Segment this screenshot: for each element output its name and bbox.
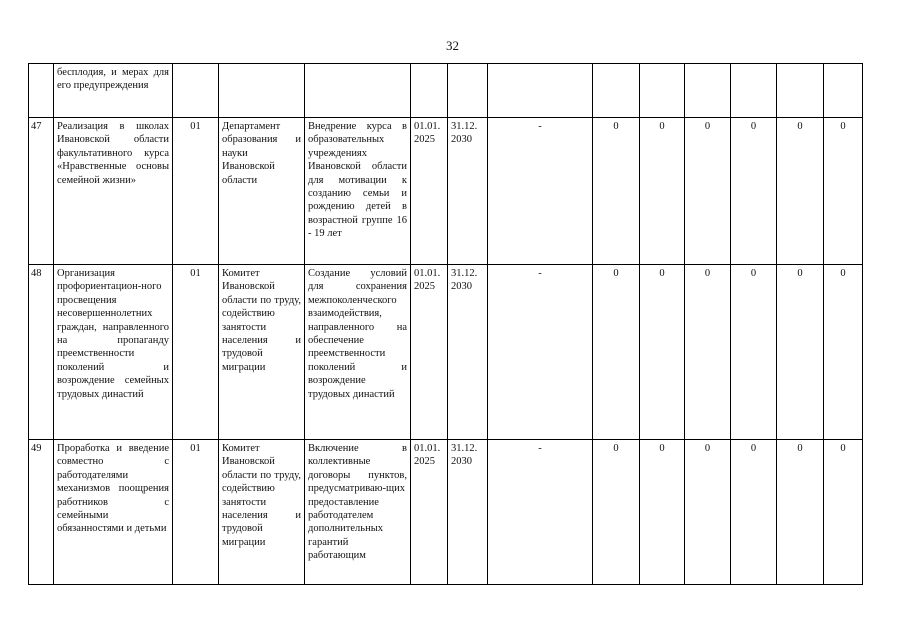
cell-start: 01.01. 2025 [411,118,448,265]
cell-value [731,64,777,118]
cell-dash: - [488,265,593,440]
cell-value: 0 [731,265,777,440]
cell-value: 0 [824,265,863,440]
cell-code: 01 [173,440,219,585]
cell-value: 0 [777,118,824,265]
cell-value: 0 [685,440,731,585]
page-number: 32 [446,38,459,53]
cell-value: 0 [640,118,685,265]
cell-value [640,64,685,118]
measures-table [28,63,863,585]
cell-value: 0 [593,440,640,585]
cell-value: 0 [777,440,824,585]
table-row-continuation [29,64,863,118]
table-row [29,118,863,265]
table-row [29,265,863,440]
cell-end: 31.12. 2030 [448,118,488,265]
cell-executor: Департамент образования и науки Ивановской области [219,118,305,265]
cell-value: 0 [824,118,863,265]
cell-measure: бесплодия, и мерах для его предупреждения [54,64,173,118]
cell-value: 0 [593,265,640,440]
cell-num: 49 [29,440,54,585]
cell-code: 01 [173,118,219,265]
cell-dash: - [488,440,593,585]
cell-result: Внедрение курса в образовательных учреждениях Ивановской области для мотивации к созданию семьи и рождению детей в возрастной группе 16 - 19 лет [305,118,411,265]
cell-value: 0 [731,440,777,585]
cell-num: 48 [29,265,54,440]
cell-executor: Комитет Ивановской области по труду, содействию занятости населения и трудовой миграции [219,265,305,440]
cell-measure: Проработка и введение совместно с работодателями механизмов поощрения работников с семейными обязанностями и детьми [54,440,173,585]
cell-end [448,64,488,118]
cell-code: 01 [173,265,219,440]
cell-value [685,64,731,118]
cell-executor: Комитет Ивановской области по труду, содействию занятости населения и трудовой миграции [219,440,305,585]
cell-value: 0 [777,265,824,440]
cell-measure: Реализация в школах Ивановской области факультативного курса «Нравственные основы семейной жизни» [54,118,173,265]
cell-value: 0 [731,118,777,265]
cell-start [411,64,448,118]
cell-code [173,64,219,118]
cell-dash [488,64,593,118]
cell-end: 31.12. 2030 [448,440,488,585]
cell-value [593,64,640,118]
cell-result: Создание условий для сохранения межпоколенческого взаимодействия, направленного на обеспечение преемственности поколений и возрождение трудовых династий [305,265,411,440]
cell-start: 01.01. 2025 [411,265,448,440]
table-row [29,440,863,585]
cell-value [824,64,863,118]
cell-num [29,64,54,118]
cell-value: 0 [824,440,863,585]
cell-value: 0 [685,265,731,440]
cell-value [777,64,824,118]
cell-value: 0 [685,118,731,265]
cell-start: 01.01. 2025 [411,440,448,585]
cell-value: 0 [640,265,685,440]
cell-end: 31.12. 2030 [448,265,488,440]
cell-measure: Организация профориентацион-ного просвещения несовершеннолетних граждан, направленного на пропаганду преемственности поколений и возрождение семейных трудовых династий [54,265,173,440]
cell-executor [219,64,305,118]
cell-result: Включение в коллективные договоры пунктов, предусматриваю-щих предоставление работодателем дополнительных гарантий работающим [305,440,411,585]
cell-value: 0 [593,118,640,265]
cell-dash: - [488,118,593,265]
cell-num: 47 [29,118,54,265]
cell-value: 0 [640,440,685,585]
cell-result [305,64,411,118]
